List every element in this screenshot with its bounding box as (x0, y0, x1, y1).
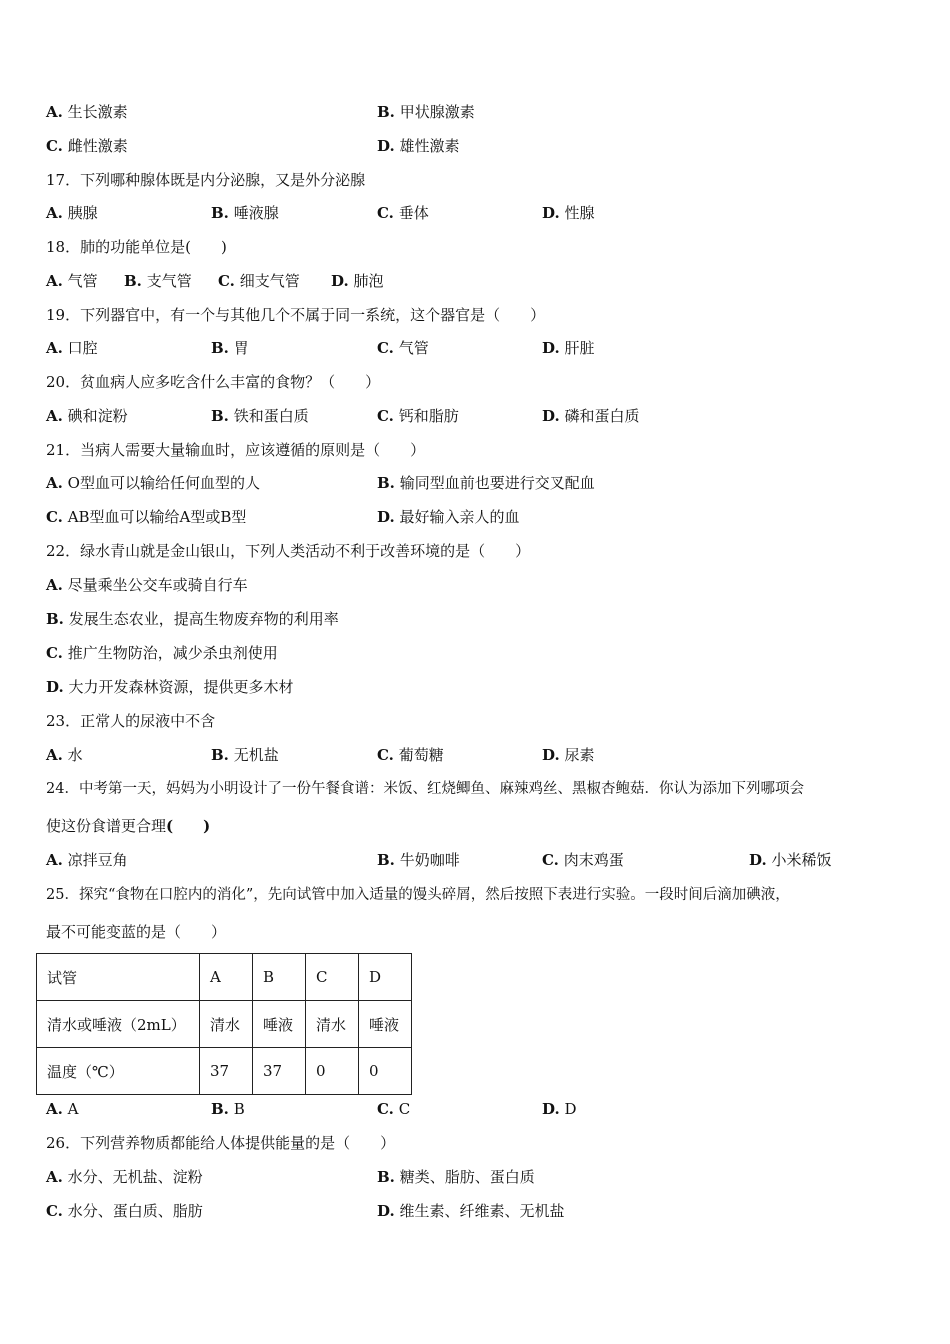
table-cell: 唾液 (359, 1001, 412, 1048)
q21-stem: 21．当病人需要大量输血时，应该遵循的原则是（ ） (46, 441, 426, 459)
q22-stem: 22．绿水青山就是金山银山，下列人类活动不利于改善环境的是（ ） (46, 542, 531, 560)
q25-option-b: B. B (211, 1100, 245, 1118)
table-cell: 试管 (37, 954, 200, 1001)
q16-option-b: B. 甲状腺激素 (377, 103, 475, 121)
q25-stem-line1: 25．探究“食物在口腔内的消化”，先向试管中加入适量的馒头碎屑，然后按照下表进行实验。一段时间后滴加碘液， (46, 887, 790, 903)
q24-stem-line1: 24．中考第一天，妈妈为小明设计了一份午餐食谱：米饭、红烧鲫鱼、麻辣鸡丝、黑椒杏鲍菇．你认为添加下列哪项会 (46, 781, 804, 797)
q20-option-c: C. 钙和脂肪 (377, 407, 459, 425)
q17-option-a: A. 胰腺 (46, 204, 98, 222)
q25-option-a: A. A (46, 1100, 79, 1118)
q18-stem: 18．肺的功能单位是( ) (46, 238, 227, 256)
q19-stem: 19．下列器官中，有一个与其他几个不属于同一系统，这个器官是（ ） (46, 306, 546, 324)
q25-option-c: C. C (377, 1100, 411, 1118)
q26-option-d: D. 维生素、纤维素、无机盐 (377, 1202, 565, 1220)
table-cell: 37 (200, 1048, 253, 1095)
q23-stem: 23．正常人的尿液中不含 (46, 712, 216, 730)
q25-option-d: D. D (542, 1100, 577, 1118)
q23-option-c: C. 葡萄糖 (377, 746, 444, 764)
q22-option-a: A. 尽量乘坐公交车或骑自行车 (46, 576, 248, 594)
table-cell: 清水 (200, 1001, 253, 1048)
table-cell: 温度（℃） (37, 1048, 200, 1095)
table-cell: 0 (306, 1048, 359, 1095)
q17-option-c: C. 垂体 (377, 204, 429, 222)
q20-option-d: D. 磷和蛋白质 (542, 407, 640, 425)
q24-option-b: B. 牛奶咖啡 (377, 851, 460, 869)
table-cell: 清水 (306, 1001, 359, 1048)
table-row (37, 1001, 412, 1048)
q17-option-d: D. 性腺 (542, 204, 595, 222)
q26-option-c: C. 水分、蛋白质、脂肪 (46, 1202, 203, 1220)
q20-option-a: A. 碘和淀粉 (46, 407, 128, 425)
table-cell: 清水或唾液（2mL） (37, 1001, 200, 1048)
q24-option-c: C. 肉末鸡蛋 (542, 851, 624, 869)
q22-option-b: B. 发展生态农业，提高生物废弃物的利用率 (46, 610, 339, 628)
table-cell: C (306, 954, 359, 1001)
q18-option-b: B. 支气管 (124, 272, 192, 290)
table-cell: A (200, 954, 253, 1001)
q16-option-c: C. 雌性激素 (46, 137, 128, 155)
q25-stem-line2: 最不可能变蓝的是（ ） (46, 923, 227, 941)
q19-option-d: D. 肝脏 (542, 339, 595, 357)
q20-stem: 20．贫血病人应多吃含什么丰富的食物？（ ） (46, 373, 381, 391)
q21-option-d: D. 最好输入亲人的血 (377, 508, 520, 526)
q17-stem: 17．下列哪种腺体既是内分泌腺，又是外分泌腺 (46, 171, 366, 189)
q22-option-d: D. 大力开发森林资源，提供更多木材 (46, 678, 294, 696)
q20-option-b: B. 铁和蛋白质 (211, 407, 309, 425)
q17-option-b: B. 唾液腺 (211, 204, 279, 222)
table-cell: D (359, 954, 412, 1001)
q21-option-a: A. O型血可以输给任何血型的人 (46, 474, 260, 492)
q19-option-c: C. 气管 (377, 339, 429, 357)
q23-option-a: A. 水 (46, 746, 83, 764)
q21-option-b: B. 输同型血前也要进行交叉配血 (377, 474, 595, 492)
table-cell: 0 (359, 1048, 412, 1095)
q18-option-c: C. 细支气管 (218, 272, 300, 290)
q23-option-b: B. 无机盐 (211, 746, 279, 764)
table-row (37, 1048, 412, 1095)
q24-option-a: A. 凉拌豆角 (46, 851, 128, 869)
q26-stem: 26．下列营养物质都能给人体提供能量的是（ ） (46, 1134, 396, 1152)
q26-option-a: A. 水分、无机盐、淀粉 (46, 1168, 203, 1186)
q18-option-a: A. 气管 (46, 272, 98, 290)
q26-option-b: B. 糖类、脂肪、蛋白质 (377, 1168, 535, 1186)
table-cell: B (253, 954, 306, 1001)
q24-option-d: D. 小米稀饭 (749, 851, 832, 869)
q19-option-b: B. 胃 (211, 339, 249, 357)
q16-option-d: D. 雄性激素 (377, 137, 460, 155)
experiment-table (36, 953, 412, 1095)
table-cell: 唾液 (253, 1001, 306, 1048)
table-row (37, 954, 412, 1001)
q23-option-d: D. 尿素 (542, 746, 595, 764)
q19-option-a: A. 口腔 (46, 339, 98, 357)
q16-option-a: A. 生长激素 (46, 103, 128, 121)
q24-stem-line2: 使这份食谱更合理( ) (46, 817, 211, 835)
q18-option-d: D. 肺泡 (331, 272, 384, 290)
q22-option-c: C. 推广生物防治，减少杀虫剂使用 (46, 644, 278, 662)
table-cell: 37 (253, 1048, 306, 1095)
q21-option-c: C. AB型血可以输给A型或B型 (46, 508, 247, 526)
